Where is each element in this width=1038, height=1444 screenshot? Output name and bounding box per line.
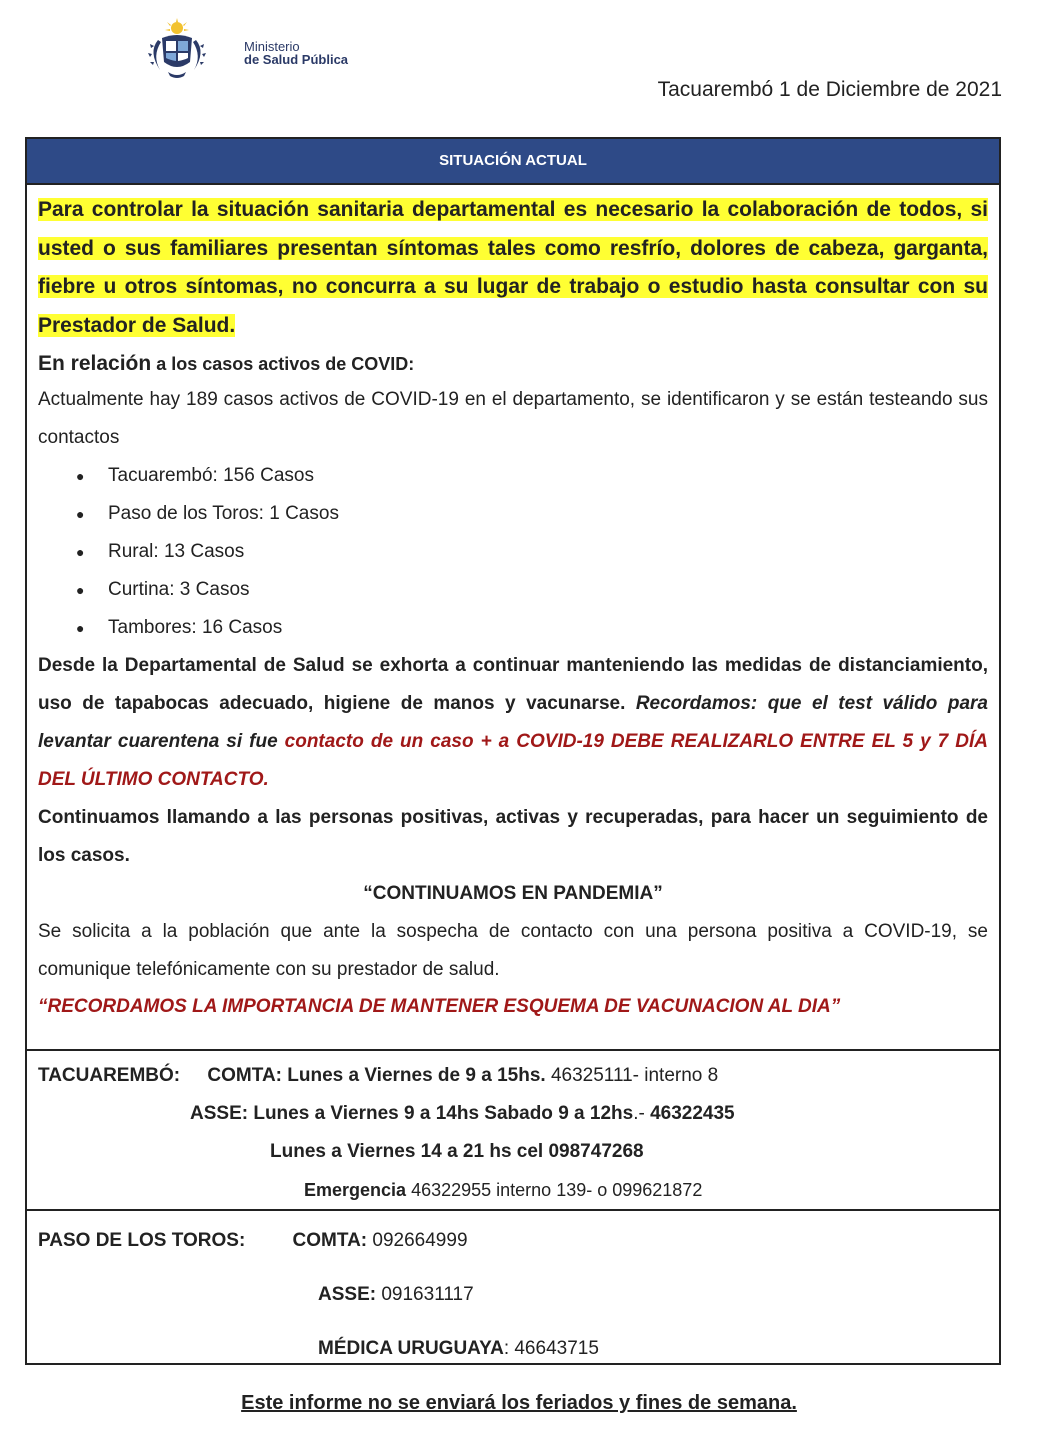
tacuarembo-asse-hours: ASSE: Lunes a Viernes 9 a 14hs Sabado 9 a 12hs	[190, 1103, 634, 1124]
paso-medica-row	[38, 1322, 988, 1376]
vaccination-reminder: “RECORDAMOS LA IMPORTANCIA DE MANTENER ESQUEMA DE VACUNACION AL DIA”	[38, 996, 841, 1017]
highlight-text: Para controlar la situación sanitaria departamental es necesario la colaboración de todos, si usted o sus familiares presentan síntomas tales como resfrío, dolores de cabeza, garganta, fiebre u otros síntomas, no concurra a su lugar de trabajo o estudio hasta consultar con su Prestador de Salud.	[38, 198, 988, 337]
footer-note	[0, 1392, 1038, 1415]
tacuarembo-comta-hours: COMTA: Lunes a Viernes de 9 a 15hs.	[207, 1065, 546, 1086]
follow-up-paragraph: Continuamos llamando a las personas positivas, activas y recuperadas, para hacer un seguimiento de los casos.	[38, 807, 988, 866]
cases-intro: Actualmente hay 189 casos activos de COVID-19 en el departamento, se identificaron y se están testeando sus contactos	[38, 389, 988, 448]
list-item: ● Curtina: 3 Casos	[108, 571, 988, 609]
situation-title: SITUACIÓN ACTUAL	[27, 139, 999, 185]
cases-heading	[38, 347, 988, 381]
report-date: Tacuarembó 1 de Diciembre de 2021	[657, 78, 1002, 101]
tacuarembo-asse-row	[38, 1095, 988, 1133]
paso-asse-label: ASSE:	[318, 1284, 377, 1305]
paso-comta-row	[38, 1214, 988, 1268]
cases-heading-small: a los casos activos de COVID:	[151, 354, 415, 374]
paso-asse-row	[38, 1268, 988, 1322]
footer-text: Este informe no se enviará los feriados y fines de semana.	[241, 1392, 797, 1414]
ministry-name-line2: de Salud Pública	[244, 52, 349, 67]
tacuarembo-asse-sep: .-	[633, 1103, 651, 1124]
measures-text: Desde la Departamental de Salud se exhorta a continuar manteniendo las medidas de distanciamiento, uso de tapabocas adecuado, higiene de manos y vacunarse.	[38, 655, 988, 714]
uruguay-coat-of-arms-icon	[140, 16, 214, 82]
paso-comta-label: COMTA:	[292, 1230, 368, 1251]
ministry-logo	[140, 16, 420, 84]
recordamos-text: Recordamos: que el test válido para levantar cuarentena si fue	[38, 693, 988, 752]
paso-contacts-box	[25, 1209, 1001, 1365]
emergency-label: Emergencia	[304, 1180, 407, 1200]
list-item: ● Tambores: 16 Casos	[108, 609, 988, 647]
situation-box	[25, 137, 1001, 1051]
list-item: ● Paso de los Toros: 1 Casos	[108, 495, 988, 533]
paso-medica-label: MÉDICA URUGUAYA	[318, 1338, 504, 1359]
paso-label: PASO DE LOS TOROS:	[38, 1230, 246, 1251]
highlight-paragraph	[38, 191, 988, 345]
cases-heading-big: En relación	[38, 352, 152, 375]
paso-comta-phone: 092664999	[367, 1230, 468, 1251]
list-item: ● Rural: 13 Casos	[108, 533, 988, 571]
tacuarembo-comta-phone: 46325111- interno 8	[545, 1065, 719, 1086]
paso-asse-phone: 091631117	[376, 1284, 474, 1305]
measures-paragraph	[38, 647, 988, 799]
tacuarembo-label: TACUAREMBÓ:	[38, 1065, 181, 1086]
list-item: ● Tacuarembó: 156 Casos	[108, 457, 988, 495]
pandemic-heading: “CONTINUAMOS EN PANDEMIA”	[363, 883, 663, 904]
paso-medica-phone: : 46643715	[503, 1338, 599, 1359]
tacuarembo-asse-evening-row: Lunes a Viernes 14 a 21 hs cel 098747268	[270, 1141, 644, 1162]
tacuarembo-emergency-row	[38, 1171, 988, 1209]
contact-request: Se solicita a la población que ante la sospecha de contacto con una persona positiva a COVID-19, se comunique telefónicamente con su prestador de salud.	[38, 921, 988, 980]
emergency-phone: 46322955 interno 139- o 099621872	[406, 1180, 703, 1200]
towns-list	[38, 457, 988, 647]
tacuarembo-asse-phone: 46322435	[650, 1103, 735, 1124]
tacuarembo-contacts-box	[25, 1049, 1001, 1211]
recordamos-red-text: contacto de un caso + a COVID-19 DEBE REALIZARLO ENTRE EL 5 y 7 DÍA DEL ÚLTIMO CONTACTO.	[38, 731, 988, 790]
tacuarembo-comta-row	[38, 1057, 988, 1095]
ministry-name-line1: Ministerio	[244, 39, 300, 54]
